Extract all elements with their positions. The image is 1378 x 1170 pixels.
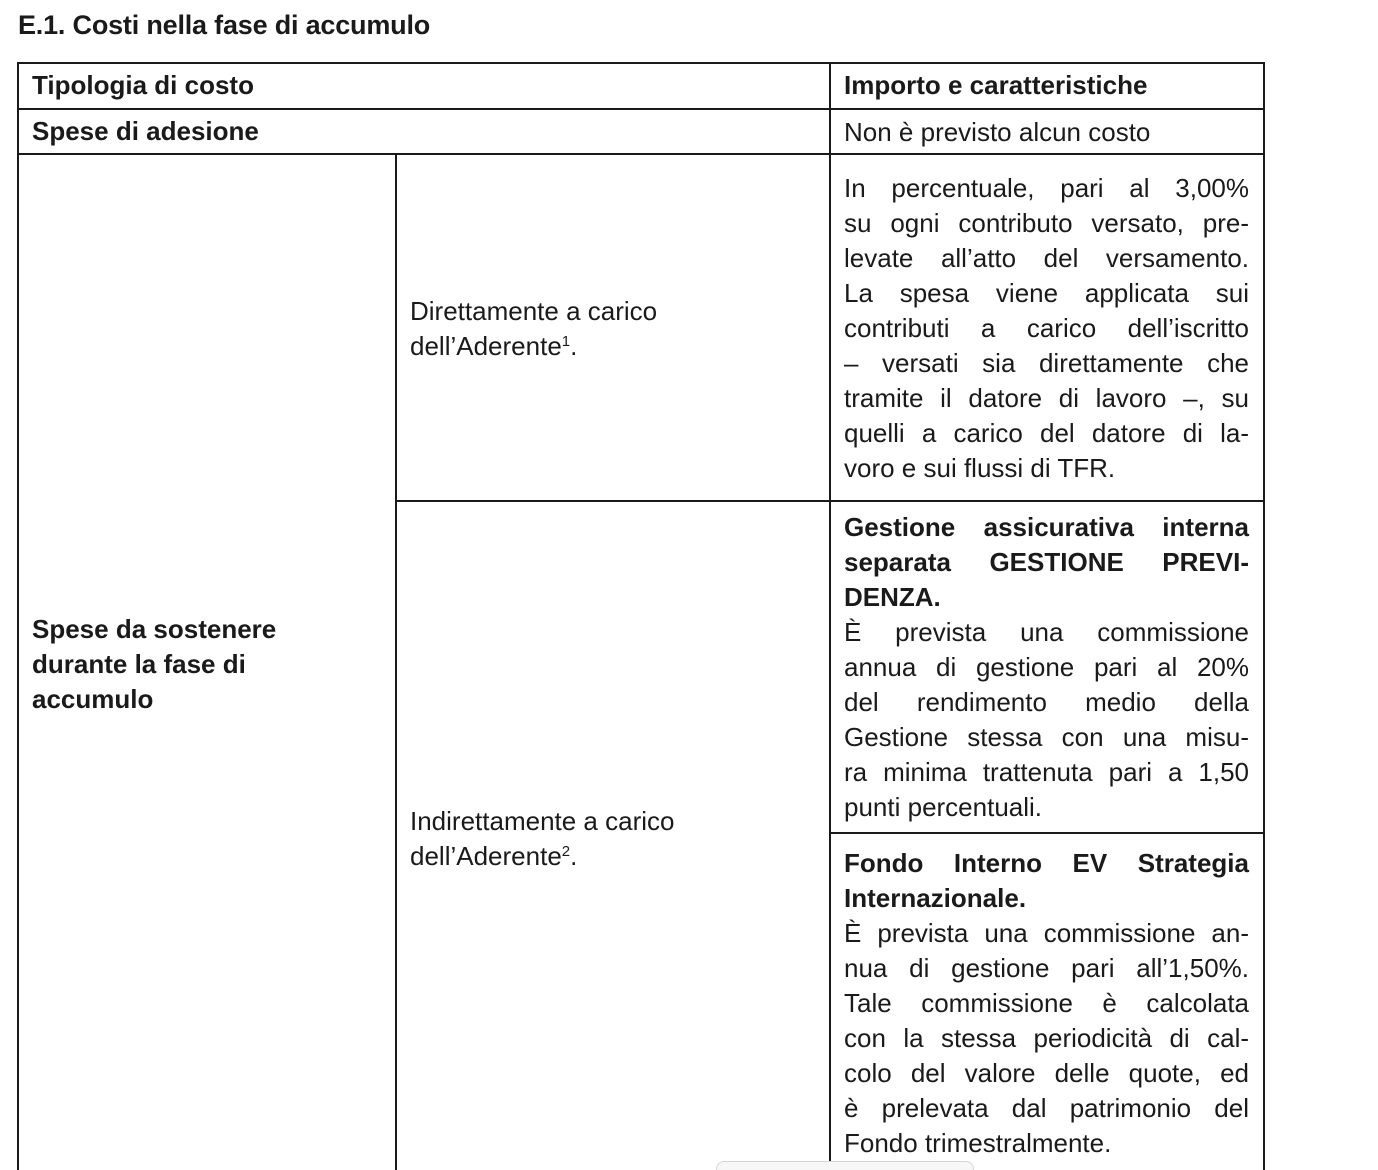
direct-value-line: – versati sia direttamente che [844,348,1249,378]
direct-label-line [410,329,814,364]
adesione-value: Non è previsto alcun costo [844,117,1151,147]
fondo-body-line: colo del valore delle quote, ed [844,1058,1249,1088]
direct-label-end: . [570,331,578,361]
adesione-label: Spese di adesione [32,116,259,146]
gestione-title-line: Gestione assicurativa interna [844,512,1249,542]
indirect-label-text: dell’Aderente [410,841,562,871]
direct-value-line: voro e sui flussi di TFR. [844,453,1116,483]
indirect-label-line: Indirettamente a carico [410,806,675,836]
indirect-label [396,804,828,874]
gestione-value [830,510,1263,825]
indirect-label-end: . [570,841,578,871]
scroll-handle[interactable] [716,1161,974,1170]
gestione-body-line: annua di gestione pari al 20% [844,652,1249,682]
fondo-body-line: con la stessa periodicità di cal- [844,1023,1249,1053]
gestione-body-line: È prevista una commissione [844,617,1249,647]
fondo-title-line: Internazionale. [844,883,1027,913]
gestione-title-line: separata GESTIONE PREVI- [844,547,1249,577]
fondo-value [830,846,1263,1161]
direct-label [396,294,828,364]
header-tipologia: Tipologia di costo [32,70,254,100]
indirect-label-line [410,839,814,874]
section-title: E.1. Costi nella fase di accumulo [18,10,431,40]
gestione-body-line: punti percentuali. [844,792,1043,822]
table-divider-header [17,108,1264,110]
table-divider-adesione [17,153,1264,155]
footnote-marker-2: 2 [561,843,571,860]
fondo-body-line: È prevista una commissione an- [844,918,1249,948]
accumulo-label-line: Spese da sostenere [32,614,277,644]
fondo-body-line: Tale commissione è calcolata [844,988,1249,1018]
fondo-body-line: è prelevata dal patrimonio del [844,1093,1249,1123]
direct-value-line: levate all’atto del versamento. [844,243,1249,273]
gestione-body-line: Gestione stessa con una misu- [844,722,1249,752]
header-importo: Importo e caratteristiche [844,70,1148,100]
gestione-body-line: del rendimento medio della [844,687,1249,717]
direct-value-line: La spesa viene applicata sui [844,278,1249,308]
fondo-body-line: nua di gestione pari all’1,50%. [844,953,1249,983]
direct-value-line: su ogni contributo versato, pre- [844,208,1249,238]
direct-value-line: contributi a carico dell’iscritto [844,313,1249,343]
direct-value-line: quelli a carico del datore di la- [844,418,1249,448]
direct-value-line: tramite il datore di lavoro –, su [844,383,1249,413]
direct-label-text: dell’Aderente [410,331,562,361]
accumulo-label-line: durante la fase di [32,649,246,679]
accumulo-label [18,612,394,717]
direct-value [830,171,1263,486]
gestione-body-line: ra minima trattenuta pari a 1,50 [844,757,1249,787]
accumulo-label-line: accumulo [32,684,154,714]
fondo-title-line: Fondo Interno EV Strategia [844,848,1249,878]
table-border-right [1263,62,1265,1170]
gestione-title-line: DENZA. [844,582,941,612]
table-divider-gestione [829,832,1264,834]
fondo-body-line: Fondo trimestralmente. [844,1128,1112,1158]
footnote-marker-1: 1 [561,333,571,350]
direct-value-line: In percentuale, pari al 3,00% [844,173,1249,203]
direct-label-line: Direttamente a carico [410,296,658,326]
table-border-top [17,62,1264,64]
